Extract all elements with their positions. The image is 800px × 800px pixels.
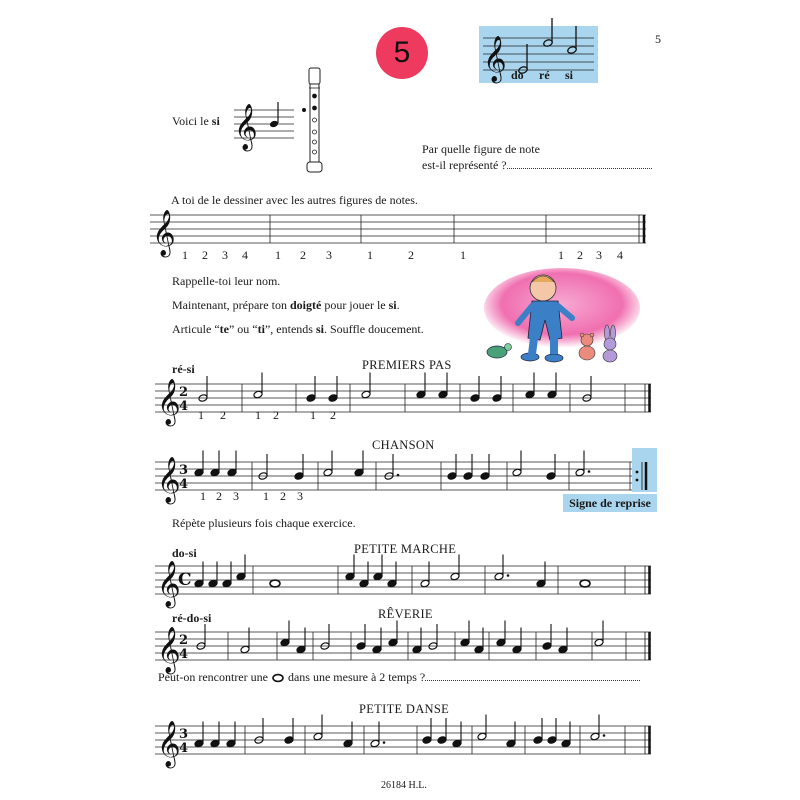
treble-clef-icon: 𝄞 [157, 457, 181, 503]
chanson-title: CHANSON [372, 438, 435, 452]
reverie-title: RÊVERIE [378, 607, 433, 621]
note-dot [397, 474, 400, 477]
si-staff [234, 100, 296, 150]
time-signature: C [178, 570, 192, 590]
time-signature-bottom: 4 [179, 647, 189, 662]
time-signature-top: 3 [179, 463, 189, 478]
repeat-sign-icon [632, 456, 657, 492]
note-name-do: do [511, 68, 524, 82]
repeat-sign-label: Signe de reprise [563, 494, 657, 512]
recorder-icon [302, 66, 330, 176]
question1-line1: Par quelle figure de note [422, 142, 540, 156]
treble-clef-icon: 𝄞 [483, 36, 507, 82]
articule-text: Articule “te” ou “ti”, entends si. Souffle doucement. [172, 322, 424, 336]
prepare-text: Maintenant, prépare ton doigté pour jouer le si. [172, 298, 400, 312]
petite-marche-label: do-si [172, 546, 197, 560]
whole-note-icon [271, 673, 285, 683]
treble-clef-icon: 𝄞 [157, 561, 181, 607]
time-signature-bottom: 4 [179, 477, 189, 492]
drawing-staff [150, 208, 650, 256]
reverie-staff [155, 626, 655, 673]
petite-danse-title: PETITE DANSE [359, 702, 450, 716]
note-dot [588, 470, 591, 473]
reverie-label: ré-do-si [172, 611, 212, 625]
premiers-pas-title: PREMIERS PAS [362, 358, 452, 372]
child-illustration [470, 268, 650, 368]
note-dot [603, 734, 606, 737]
svg-text:𝄞: 𝄞 [234, 104, 258, 150]
note-name-re: ré [539, 68, 550, 82]
repete-text: Répète plusieurs fois chaque exercice. [172, 516, 356, 530]
petite-marche-staff [155, 560, 655, 607]
time-signature-bottom: 4 [179, 399, 189, 414]
treble-clef-icon: 𝄞 [157, 721, 181, 767]
treble-clef-icon: 𝄞 [157, 379, 181, 425]
time-signature-top: 3 [179, 727, 189, 742]
premiers-pas-label: ré-si [172, 362, 195, 376]
time-signature-top: 2 [179, 633, 189, 648]
time-signature-top: 2 [179, 385, 189, 400]
note-name-si: si [565, 68, 574, 82]
lesson-number: 5 [393, 36, 411, 69]
treble-clef-icon: 𝄞 [157, 627, 181, 673]
intro-text: Voici le si [172, 114, 220, 128]
question1-line2: est-il représenté ? [422, 158, 652, 173]
draw-instruction: A toi de le dessiner avec les autres figures de notes. [171, 193, 418, 207]
rappelle-text: Rappelle-toi leur nom. [172, 274, 281, 288]
note-head [270, 580, 280, 587]
petite-danse-staff [155, 720, 655, 767]
note-dot [383, 741, 386, 744]
svg-text:𝄞: 𝄞 [152, 210, 176, 256]
petite-marche-title: PETITE MARCHE [354, 542, 457, 556]
note-head [580, 580, 590, 587]
question2: Peut-on rencontrer une dans une mesure à 2 temps ? [158, 670, 640, 685]
time-signature-bottom: 4 [179, 741, 189, 756]
note-dot [507, 574, 510, 577]
footer-catalog: 26184 H.L. [381, 780, 427, 791]
premiers-pas-staff [155, 378, 655, 425]
lesson-badge [376, 27, 428, 79]
notes-reminder-box [479, 26, 598, 83]
page-number: 5 [655, 32, 661, 46]
